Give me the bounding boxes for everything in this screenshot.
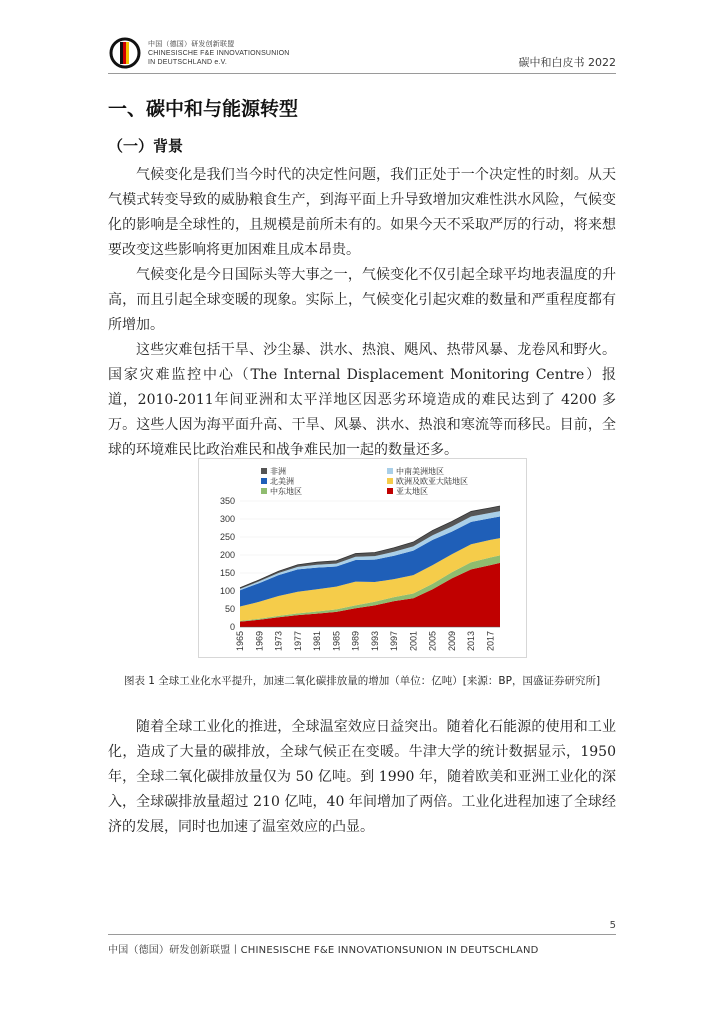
chart-svg [199, 459, 526, 657]
y-tick-label: 50 [224, 604, 235, 614]
org-name-line: CHINESISCHE F&E INNOVATIONSUNION [148, 50, 290, 57]
body-paragraph: 气候变化是今日国际头等大事之一，气候变化不仅引起全球平均地表温度的升高，而且引起全球变暖的现象。实际上，气候变化引起灾难的数量和严重程度都有所增加。 [108, 267, 616, 333]
x-tick-label: 1989 [350, 631, 361, 652]
legend-swatch [387, 488, 393, 494]
legend-swatch [387, 478, 393, 484]
legend-label: 中东地区 [270, 487, 302, 496]
y-tick-label: 350 [219, 496, 235, 506]
legend-swatch [261, 468, 267, 474]
x-tick-label: 1969 [254, 631, 265, 652]
legend-label: 中南美洲地区 [396, 467, 444, 476]
figure-caption: 图表 1 全球工业化水平提升，加速二氧化碳排放量的增加（单位：亿吨）[来源：BP，国盛证券研究所] [123, 675, 601, 687]
org-name-line: IN DEUTSCHLAND e.V. [148, 59, 228, 66]
y-tick-label: 0 [229, 622, 235, 632]
document-title: 碳中和白皮书 2022 [518, 56, 616, 69]
page-number: 5 [609, 920, 616, 931]
org-name [148, 40, 290, 67]
org-name-line: 中国（德国）研发创新联盟 [148, 41, 235, 48]
legend-label: 北美洲 [270, 477, 294, 486]
org-logo [108, 36, 142, 70]
y-tick-label: 200 [219, 550, 235, 560]
legend-swatch [387, 468, 393, 474]
legend-swatch [261, 478, 267, 484]
x-tick-label: 2005 [427, 631, 438, 652]
body-paragraph: 气候变化是我们当今时代的决定性问题，我们正处于一个决定性的时刻。从天气模式转变导致的威胁粮食生产，到海平面上升导致增加灾难性洪水风险，气候变化的影响是全球性的，且规模是前所未有的。如果今天不采取严厉的行动，将来想要改变这些影响将更加困难且成本昂贵。 [108, 167, 616, 258]
x-tick-label: 2001 [408, 631, 419, 652]
section-title: 一、碳中和与能源转型 [108, 98, 299, 120]
legend-label: 亚太地区 [396, 487, 428, 496]
body-paragraph: 这些灾难包括干旱、沙尘暴、洪水、热浪、飓风、热带风暴、龙卷风和野火。国家灾难监控中心（The Internal Displacement Monitoring Centre）报道，2010-2011年间亚洲和太平洋地区因恶劣环境造成的难民达到了 4200 多万。这些人因为海平面升高、干旱、风暴、洪水、热浪和寒流等而移民。目前，全球的环境难民比政治难民和战争难民加一起的数量还多。 [108, 342, 616, 458]
header-divider [108, 73, 616, 74]
x-tick-label: 1997 [389, 631, 400, 652]
footer-divider [108, 934, 616, 935]
y-tick-label: 300 [219, 514, 235, 524]
x-tick-label: 1985 [331, 631, 342, 652]
y-tick-label: 150 [219, 568, 235, 578]
x-tick-label: 1965 [235, 631, 245, 652]
x-tick-label: 1981 [312, 631, 323, 652]
x-tick-label: 2009 [446, 631, 457, 652]
x-tick-label: 1993 [369, 631, 380, 652]
subsection-title: （一）背景 [108, 137, 184, 155]
x-tick-label: 1977 [292, 631, 303, 652]
emissions-chart [198, 458, 527, 658]
x-tick-label: 2013 [466, 631, 477, 652]
legend-label: 非洲 [270, 467, 286, 476]
page-header [108, 36, 616, 72]
legend-swatch [261, 488, 267, 494]
y-tick-label: 250 [219, 532, 235, 542]
legend-label: 欧洲及欧亚大陆地区 [396, 477, 468, 486]
page-footer: 中国（德国）研发创新联盟丨CHINESISCHE F&E INNOVATIONSUNION IN DEUTSCHLAND [108, 945, 539, 956]
x-tick-label: 2017 [485, 631, 496, 652]
y-tick-label: 100 [219, 586, 235, 596]
body-paragraph: 随着全球工业化的推进，全球温室效应日益突出。随着化石能源的使用和工业化，造成了大量的碳排放，全球气候正在变暖。牛津大学的统计数据显示，1950年，全球二氧化碳排放量仅为 50 亿吨。到 1990 年，随着欧美和亚洲工业化的深入，全球碳排放量超过 210 亿吨，40 年间增加了两倍。工业化进程加速了全球经济的发展，同时也加速了温室效应的凸显。 [108, 719, 616, 835]
x-tick-label: 1973 [273, 631, 284, 652]
